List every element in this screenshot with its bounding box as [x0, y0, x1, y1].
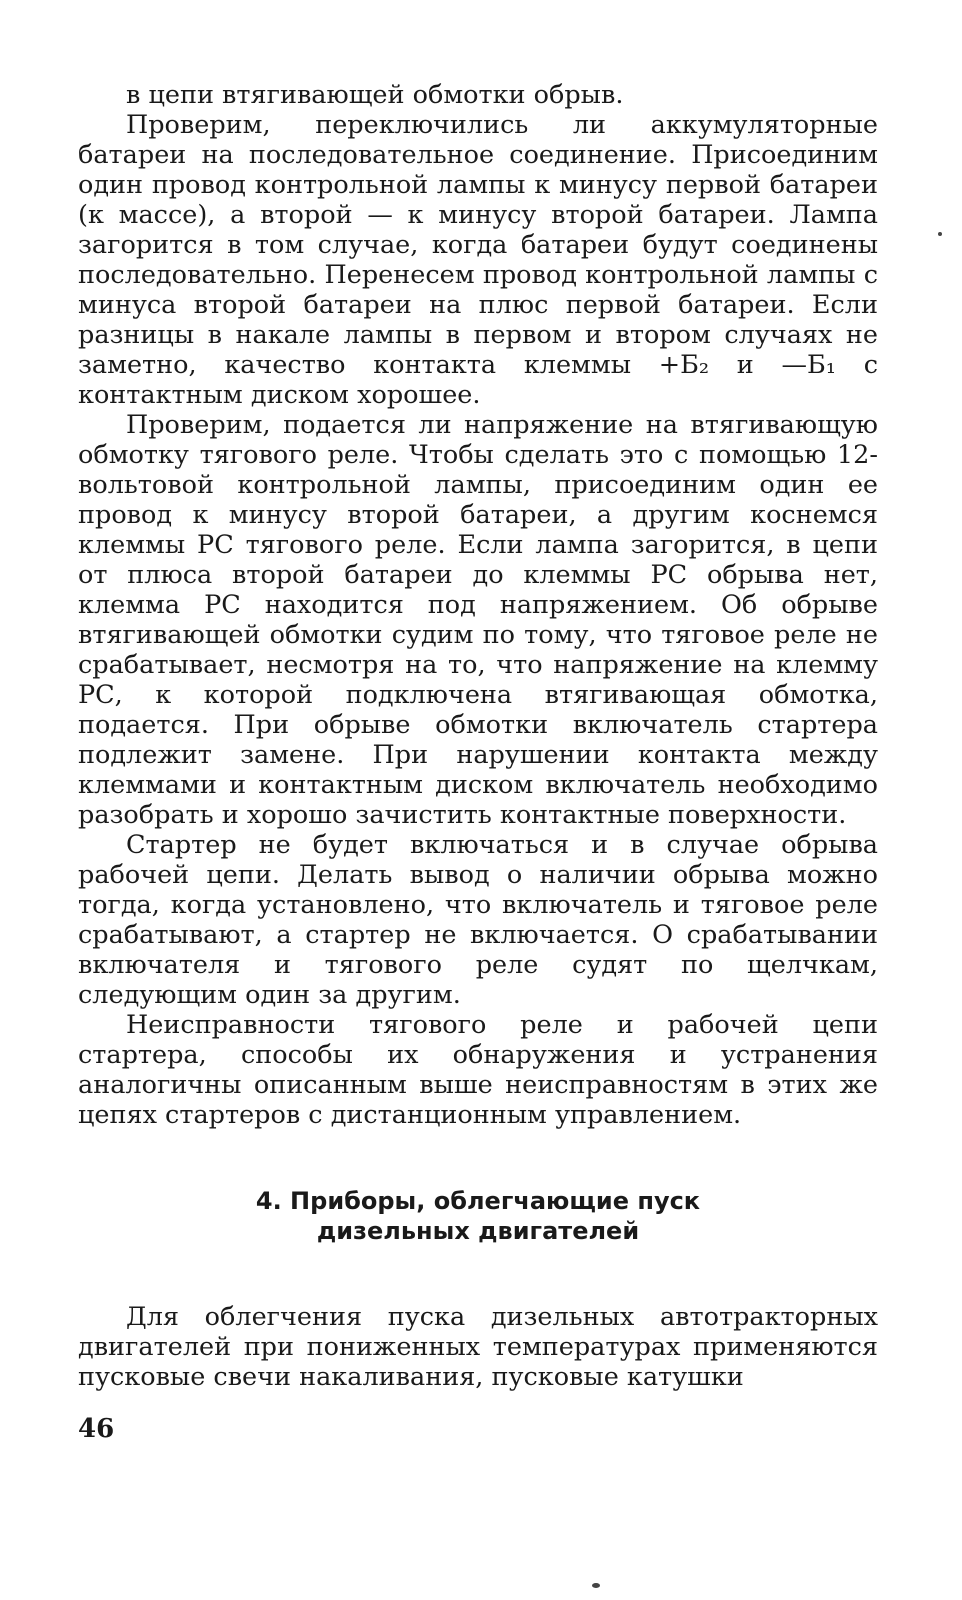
paragraph-6: Для облегчения пуска дизельных автотракторных двигателей при пониженных температурах применяются пусковые свечи накаливания, пусковые катушки — [78, 1302, 878, 1392]
paragraph-5: Неисправности тягового реле и рабочей цепи стартера, способы их обнаружения и устранения аналогичны описанным выше неисправностям в этих же цепях стартеров с дистанционным управлением. — [78, 1010, 878, 1130]
paragraph-3: Проверим, подается ли напряжение на втягивающую обмотку тягового реле. Чтобы сделать это с помощью 12-вольтовой контрольной лампы, присоединим один ее провод к минусу второй батареи, а другим коснемся клеммы РС тягового реле. Если лампа загорится, в цепи от плюса второй батареи до клеммы РС обрыва нет, клемма РС находится под напряжением. Об обрыве втягивающей обмотки судим по тому, что тяговое реле не срабатывает, несмотря на то, что напряжение на клемму РС, к которой подключена втягивающая обмотка, подается. При обрыве обмотки включатель стартера подлежит замене. При нарушении контакта между клеммами и контактным диском включатель необходимо разобрать и хорошо зачистить контактные поверхности. — [78, 410, 878, 830]
section-heading-line-2: дизельных двигателей — [316, 1217, 640, 1245]
page-number: 46 — [78, 1414, 115, 1444]
paragraph-4: Стартер не будет включаться и в случае обрыва рабочей цепи. Делать вывод о наличии обрыва можно тогда, когда установлено, что включатель и тяговое реле срабатывают, а стартер не включается. О срабатывании включателя и тягового реле судят по щелчкам, следующим один за другим. — [78, 830, 878, 1010]
scan-speck — [938, 232, 942, 236]
paragraph-1: в цепи втягивающей обмотки обрыв. — [126, 80, 624, 110]
section-heading — [78, 1186, 878, 1246]
paragraph-2: Проверим, переключились ли аккумуляторные батареи на последовательное соединение. Присоединим один провод контрольной лампы к минусу первой батареи (к массе), а второй — к минусу второй батареи. Лампа загорится в том случае, когда батареи будут соединены последовательно. Перенесем провод контрольной лампы с минуса второй батареи на плюс первой батареи. Если разницы в накале лампы в первом и втором случаях не заметно, качество контакта клеммы +Б₂ и —Б₁ с контактным диском хорошее. — [78, 110, 878, 410]
scan-speck — [592, 1583, 600, 1588]
section-heading-line-1: 4. Приборы, облегчающие пуск — [255, 1187, 701, 1215]
page-body — [78, 80, 878, 1392]
